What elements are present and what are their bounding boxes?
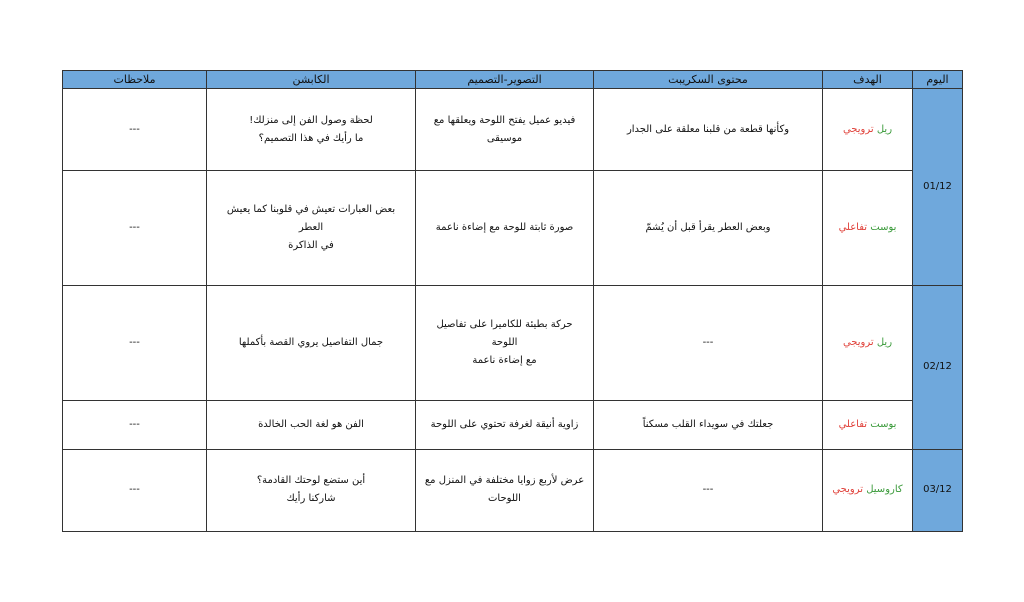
design-cell: صورة ثابتة للوحة مع إضاءة ناعمة: [416, 171, 594, 286]
caption-line: شاركنا رأيك: [286, 493, 336, 505]
header-row: [63, 71, 963, 89]
header-script: محتوى السكريبت: [594, 71, 823, 89]
notes-cell: ---: [63, 449, 207, 531]
goal-cell: [823, 449, 913, 531]
goal-cell: [823, 89, 913, 171]
goal-purpose: ترويجي: [842, 123, 874, 135]
day-cell: [913, 285, 963, 449]
table-row: [63, 171, 963, 286]
header-design: التصوير-التصميم: [416, 71, 594, 89]
caption-line: بعض العبارات تعيش في قلوبنا كما يعيش العطر: [226, 203, 396, 233]
goal-cell: [823, 171, 913, 286]
caption-line: ما رأيك في هذا التصميم؟: [258, 132, 364, 144]
table-row: [63, 400, 963, 449]
design-cell: فيديو عميل يفتح اللوحة ويعلقها مع موسيقى: [416, 89, 594, 171]
caption-line: أين ستضع لوحتك القادمة؟: [256, 475, 366, 487]
goal-type: بوست: [870, 418, 897, 430]
notes-cell: ---: [63, 285, 207, 400]
design-cell: [416, 449, 594, 531]
caption-cell: الفن هو لغة الحب الخالدة: [207, 400, 416, 449]
header-goal: الهدف: [823, 71, 913, 89]
table-row: [63, 89, 963, 171]
goal-purpose: تفاعلي: [838, 221, 868, 233]
notes-cell: ---: [63, 400, 207, 449]
caption-cell: [207, 171, 416, 286]
design-cell: [416, 285, 594, 400]
content-plan-table: [62, 70, 963, 532]
day-cell: [913, 89, 963, 286]
table-row: [63, 449, 963, 531]
notes-cell: ---: [63, 171, 207, 286]
design-line: حركة بطيئة للكاميرا على تفاصيل اللوحة: [436, 318, 573, 348]
goal-type: ريل: [876, 336, 893, 348]
header-day: اليوم: [913, 71, 963, 89]
header-notes: ملاحظات: [63, 71, 207, 89]
script-cell: وبعض العطر يقرأ قبل أن يُشمّ: [594, 171, 823, 286]
caption-cell: [207, 89, 416, 171]
goal-cell: [823, 400, 913, 449]
notes-cell: ---: [63, 89, 207, 171]
caption-cell: جمال التفاصيل يروي القصة بأكملها: [207, 285, 416, 400]
day-label: 02/12: [923, 361, 952, 373]
script-cell: ---: [594, 449, 823, 531]
goal-purpose: ترويجي: [832, 484, 864, 496]
script-cell: وكأنها قطعة من قلبنا معلقة على الجدار: [594, 89, 823, 171]
design-line: مع إضاءة ناعمة: [472, 354, 537, 366]
caption-line: في الذاكرة: [288, 239, 334, 251]
goal-purpose: ترويجي: [842, 336, 874, 348]
script-cell: ---: [594, 285, 823, 400]
caption-cell: [207, 449, 416, 531]
day-label: 01/12: [923, 180, 952, 192]
goal-type: كاروسيل: [866, 484, 903, 496]
header-caption: الكابشن: [207, 71, 416, 89]
goal-type: بوست: [870, 221, 897, 233]
day-label: 03/12: [923, 484, 952, 496]
design-line: عرض لأربع زوايا مختلفة في المنزل مع: [424, 475, 585, 487]
design-line: اللوحات: [488, 493, 521, 505]
goal-purpose: تفاعلي: [838, 418, 868, 430]
script-cell: جعلتك في سويداء القلب مسكناً: [594, 400, 823, 449]
table-row: [63, 285, 963, 400]
goal-cell: [823, 285, 913, 400]
design-cell: زاوية أنيقة لغرفة تحتوي على اللوحة: [416, 400, 594, 449]
goal-type: ريل: [876, 123, 893, 135]
caption-line: لحظة وصول الفن إلى منزلك!: [249, 114, 373, 126]
day-cell: [913, 449, 963, 531]
